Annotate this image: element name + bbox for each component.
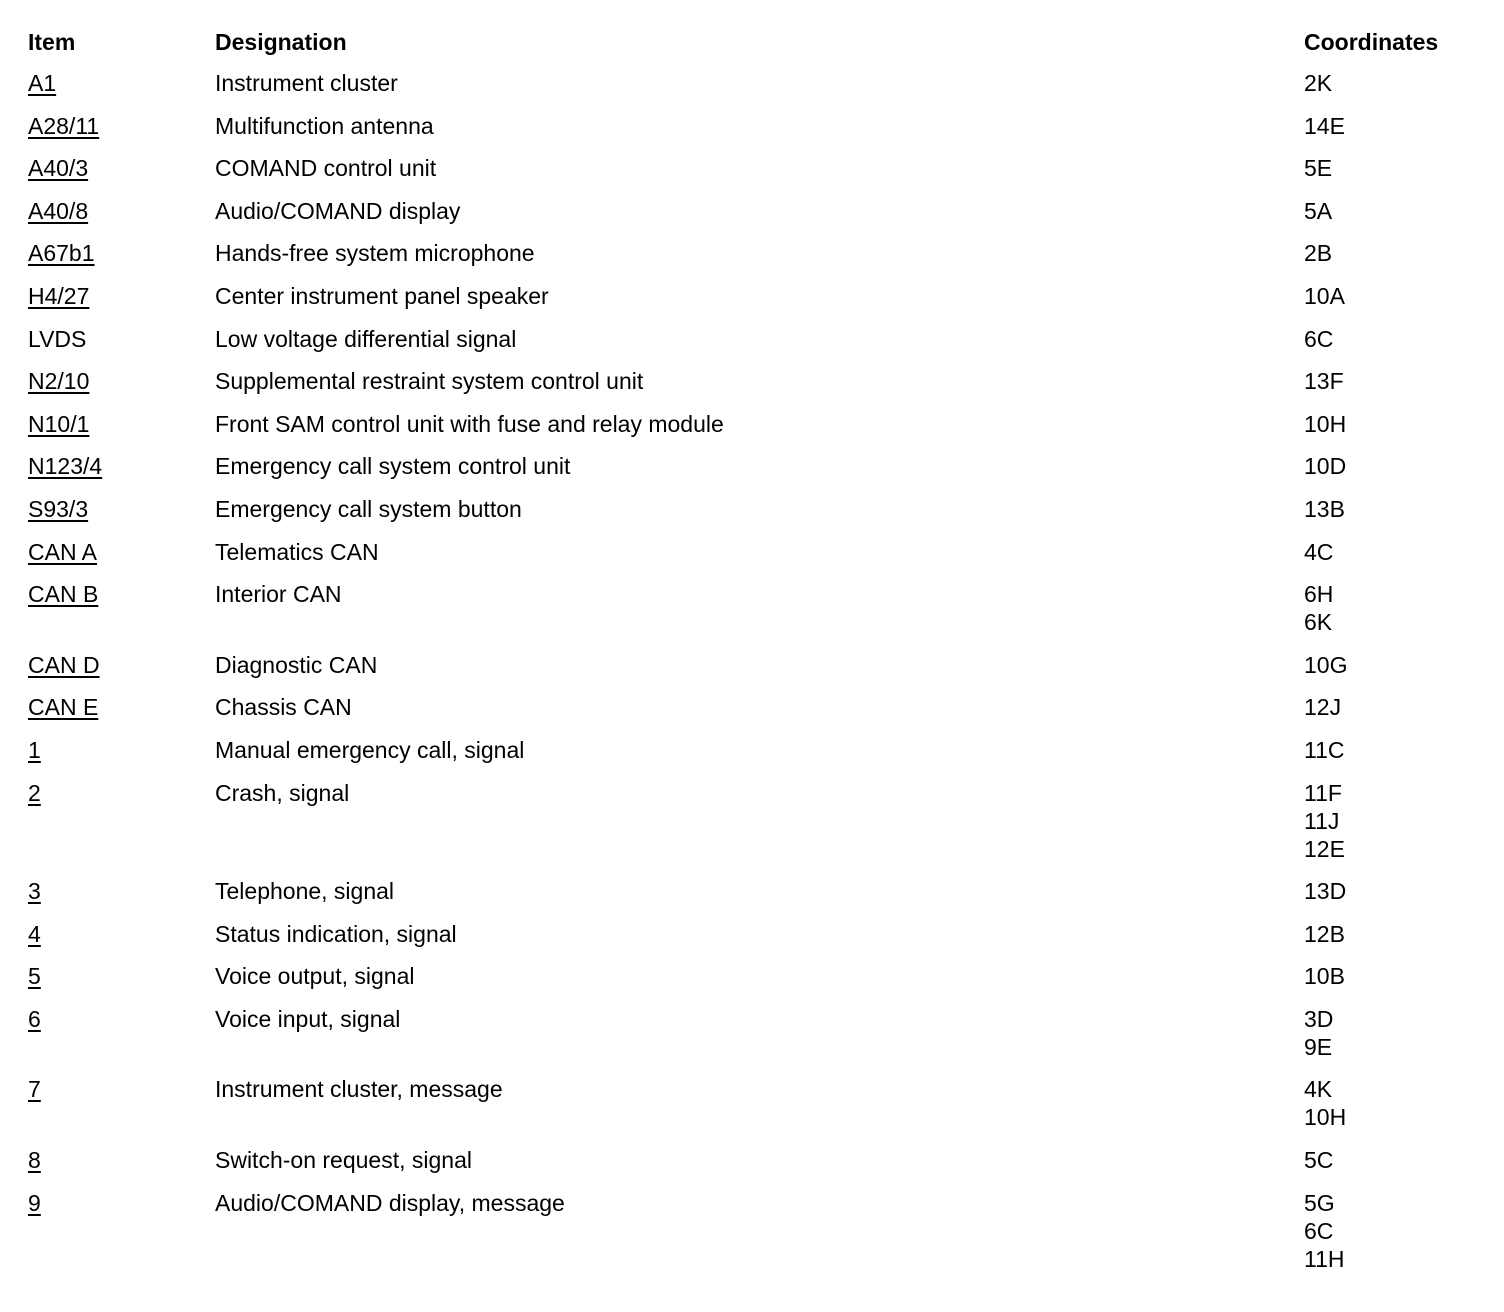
coordinate-value: 4C	[1304, 538, 1334, 565]
coordinates-cell	[1304, 282, 1478, 310]
item-label: LVDS	[28, 325, 87, 352]
designation-cell: Interior CAN	[215, 581, 342, 608]
coordinate-value: 5E	[1304, 155, 1333, 182]
item-cell	[28, 962, 215, 990]
coordinate-value: 11F	[1304, 779, 1342, 806]
item-link[interactable]: CAN B	[28, 581, 99, 608]
designation-cell: Crash, signal	[215, 779, 350, 806]
item-link[interactable]: A28/11	[28, 112, 100, 139]
coordinate-value: 5A	[1304, 197, 1333, 224]
designation-cell: Switch-on request, signal	[215, 1147, 472, 1174]
coordinates-cell	[1304, 736, 1478, 764]
coordinates-cell	[1304, 877, 1478, 905]
coordinates-cell	[1304, 367, 1478, 395]
coordinate-value: 6K	[1304, 609, 1333, 636]
item-link[interactable]: S93/3	[28, 495, 89, 522]
coordinates-cell	[1304, 693, 1478, 721]
item-link[interactable]: H4/27	[28, 282, 90, 309]
item-cell	[28, 693, 215, 721]
legend-row	[28, 410, 1478, 453]
legend-row	[28, 239, 1478, 282]
coordinates-cell	[1304, 651, 1478, 679]
legend-row	[28, 1189, 1478, 1288]
designation-cell: Telephone, signal	[215, 878, 395, 905]
legend-row	[28, 920, 1478, 963]
item-cell	[28, 112, 215, 140]
coordinate-value: 10A	[1304, 282, 1345, 309]
item-cell	[28, 154, 215, 182]
legend-row	[28, 1146, 1478, 1189]
item-link[interactable]: CAN A	[28, 538, 98, 565]
item-link[interactable]: 6	[28, 1005, 41, 1032]
item-link[interactable]: 3	[28, 878, 41, 905]
item-link[interactable]: A40/8	[28, 197, 89, 224]
item-link[interactable]: 2	[28, 779, 41, 806]
designation-cell: Multifunction antenna	[215, 112, 434, 139]
legend-row	[28, 1075, 1478, 1146]
legend-row	[28, 779, 1478, 878]
legend-row	[28, 452, 1478, 495]
designation-cell: Audio/COMAND display	[215, 197, 461, 224]
coordinate-value: 2K	[1304, 70, 1333, 96]
legend-row	[28, 538, 1478, 581]
item-cell	[28, 239, 215, 267]
designation-cell: Status indication, signal	[215, 920, 457, 947]
item-column-header: Item	[28, 29, 76, 55]
coordinate-value: 12E	[1304, 835, 1345, 862]
item-cell	[28, 325, 215, 353]
coordinate-value: 12B	[1304, 920, 1345, 947]
item-link[interactable]: CAN D	[28, 651, 100, 678]
item-link[interactable]: 7	[28, 1076, 41, 1103]
legend-row	[28, 877, 1478, 920]
coordinates-cell	[1304, 197, 1478, 225]
coordinates-cell	[1304, 325, 1478, 353]
coordinates-cell	[1304, 920, 1478, 948]
item-link[interactable]: 8	[28, 1147, 41, 1174]
coordinate-value: 12J	[1304, 694, 1342, 721]
coordinates-cell	[1304, 1075, 1478, 1131]
designation-cell: Low voltage differential signal	[215, 325, 517, 352]
designation-cell: Diagnostic CAN	[215, 651, 378, 678]
legend-table	[28, 28, 1478, 1287]
coordinates-cell	[1304, 495, 1478, 523]
item-cell	[28, 452, 215, 480]
coordinate-value: 9E	[1304, 1033, 1333, 1060]
item-link[interactable]: A1	[28, 70, 57, 96]
designation-cell: Telematics CAN	[215, 538, 379, 565]
coordinates-cell	[1304, 1189, 1478, 1273]
coordinates-cell	[1304, 239, 1478, 267]
designation-cell: Voice input, signal	[215, 1005, 401, 1032]
item-link[interactable]: N2/10	[28, 368, 90, 395]
item-cell	[28, 410, 215, 438]
item-link[interactable]: CAN E	[28, 694, 99, 721]
coordinate-value: 5G	[1304, 1189, 1335, 1216]
legend-row	[28, 693, 1478, 736]
coordinates-column-header: Coordinates	[1304, 29, 1439, 55]
item-cell	[28, 367, 215, 395]
item-link[interactable]: 5	[28, 963, 41, 990]
legend-row	[28, 69, 1478, 112]
coordinate-value: 10G	[1304, 651, 1348, 678]
coordinate-value: 10B	[1304, 963, 1345, 990]
coordinate-value: 13F	[1304, 368, 1344, 395]
item-cell	[28, 920, 215, 948]
designation-cell: Emergency call system button	[215, 495, 522, 522]
item-cell	[28, 538, 215, 566]
coordinates-cell	[1304, 580, 1478, 636]
legend-row	[28, 367, 1478, 410]
item-cell	[28, 736, 215, 764]
item-link[interactable]: 4	[28, 920, 41, 947]
designation-cell: Emergency call system control unit	[215, 453, 571, 480]
designation-cell: Center instrument panel speaker	[215, 282, 549, 309]
coordinates-cell	[1304, 69, 1478, 97]
item-cell	[28, 651, 215, 679]
coordinate-value: 13B	[1304, 495, 1345, 522]
item-cell	[28, 1146, 215, 1174]
designation-cell: Supplemental restraint system control unit	[215, 368, 644, 395]
designation-cell: Instrument cluster	[215, 70, 398, 96]
designation-cell: Instrument cluster, message	[215, 1076, 503, 1103]
designation-cell: COMAND control unit	[215, 155, 437, 182]
coordinates-cell	[1304, 112, 1478, 140]
legend-row	[28, 651, 1478, 694]
coordinates-cell	[1304, 962, 1478, 990]
designation-cell: Audio/COMAND display, message	[215, 1189, 565, 1216]
item-cell	[28, 1189, 215, 1217]
coordinate-value: 10H	[1304, 410, 1347, 437]
designation-cell: Voice output, signal	[215, 963, 415, 990]
coordinates-cell	[1304, 1146, 1478, 1174]
coordinate-value: 13D	[1304, 878, 1347, 905]
coordinate-value: 6C	[1304, 325, 1334, 352]
item-link[interactable]: N10/1	[28, 410, 90, 437]
item-cell	[28, 1005, 215, 1033]
item-cell	[28, 495, 215, 523]
coordinate-value: 14E	[1304, 112, 1345, 139]
coordinate-value: 6H	[1304, 581, 1334, 608]
item-cell	[28, 282, 215, 310]
coordinates-cell	[1304, 410, 1478, 438]
item-link[interactable]: A67b1	[28, 240, 95, 267]
coordinate-value: 10D	[1304, 453, 1347, 480]
coordinate-value: 4K	[1304, 1076, 1333, 1103]
designation-cell: Chassis CAN	[215, 694, 352, 721]
coordinates-cell	[1304, 538, 1478, 566]
item-link[interactable]: A40/3	[28, 155, 89, 182]
header-row	[28, 28, 1478, 69]
item-cell	[28, 69, 215, 97]
legend-row	[28, 1005, 1478, 1076]
item-cell	[28, 779, 215, 807]
legend-rows	[28, 69, 1478, 1287]
item-cell	[28, 877, 215, 905]
coordinate-value: 11J	[1304, 807, 1340, 834]
coordinate-value: 11H	[1304, 1245, 1345, 1272]
legend-row	[28, 580, 1478, 651]
coordinate-value: 5C	[1304, 1147, 1334, 1174]
coordinates-cell	[1304, 452, 1478, 480]
designation-cell: Manual emergency call, signal	[215, 736, 525, 763]
coordinate-value: 2B	[1304, 240, 1333, 267]
legend-row	[28, 112, 1478, 155]
coordinates-cell	[1304, 1005, 1478, 1061]
coordinate-value: 11C	[1304, 736, 1345, 763]
item-cell	[28, 197, 215, 225]
item-link[interactable]: 9	[28, 1189, 41, 1216]
coordinate-value: 10H	[1304, 1104, 1347, 1131]
legend-row	[28, 197, 1478, 240]
item-cell	[28, 1075, 215, 1103]
item-cell	[28, 580, 215, 608]
designation-column-header: Designation	[215, 29, 347, 55]
legend-row	[28, 736, 1478, 779]
coordinate-value: 3D	[1304, 1005, 1334, 1032]
legend-row	[28, 962, 1478, 1005]
item-link[interactable]: N123/4	[28, 453, 103, 480]
legend-row	[28, 495, 1478, 538]
legend-row	[28, 282, 1478, 325]
coordinates-cell	[1304, 154, 1478, 182]
legend-row	[28, 325, 1478, 368]
designation-cell: Hands-free system microphone	[215, 240, 535, 267]
coordinates-cell	[1304, 779, 1478, 863]
item-link[interactable]: 1	[28, 736, 41, 763]
coordinate-value: 6C	[1304, 1217, 1334, 1244]
designation-cell: Front SAM control unit with fuse and relay module	[215, 410, 724, 437]
legend-row	[28, 154, 1478, 197]
